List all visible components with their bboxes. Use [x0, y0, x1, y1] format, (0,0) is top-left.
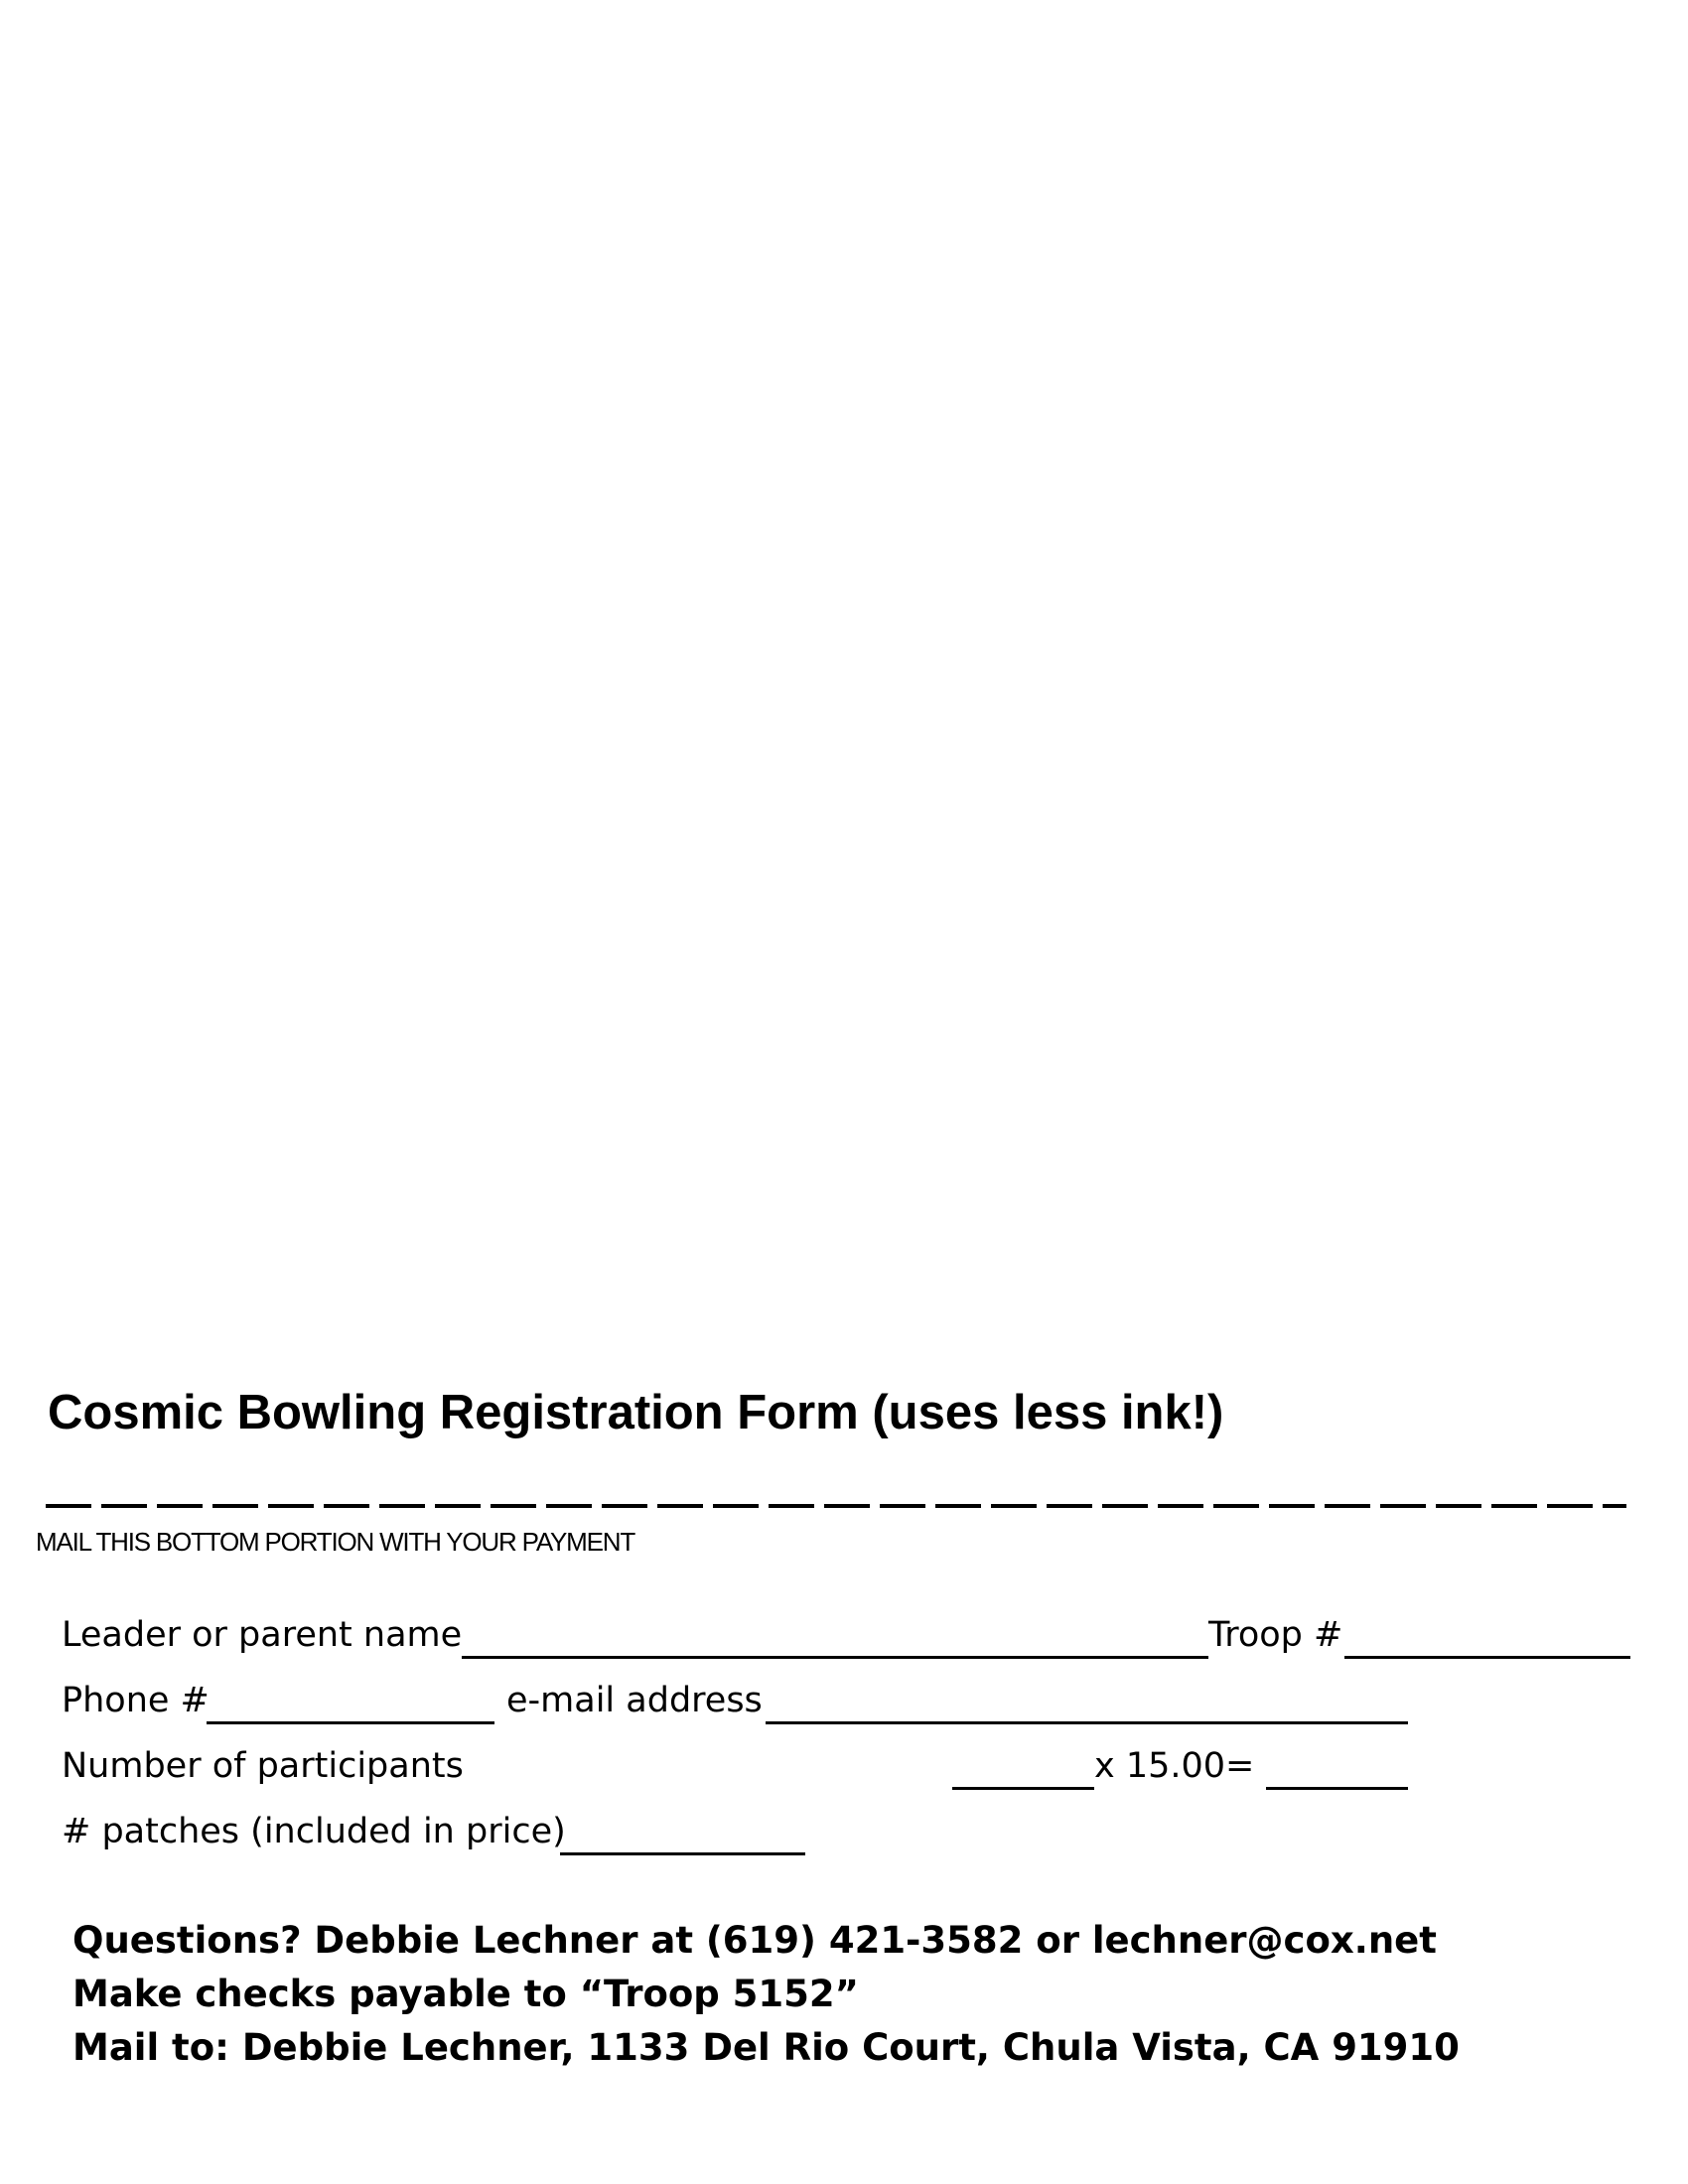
form-title: Cosmic Bowling Registration Form (uses less ink!) [48, 1386, 1224, 1439]
mailing-address: Mail to: Debbie Lechner, 1133 Del Rio Court, Chula Vista, CA 91910 [72, 2026, 1460, 2069]
total-amount-field[interactable] [1266, 1787, 1408, 1790]
participants-count-field[interactable] [952, 1787, 1094, 1790]
troop-label: Troop # [1208, 1615, 1343, 1655]
participants-row [62, 1746, 1650, 1796]
phone-label: Phone # [62, 1681, 210, 1720]
participants-label: Number of participants [62, 1746, 464, 1786]
leader-troop-row [62, 1615, 1650, 1665]
cut-line-divider [46, 1504, 1626, 1508]
patches-row [62, 1812, 1650, 1861]
price-multiplier-label: x 15.00= [1094, 1746, 1255, 1786]
phone-field[interactable] [207, 1721, 494, 1724]
mail-instruction: MAIL THIS BOTTOM PORTION WITH YOUR PAYMENT [36, 1527, 635, 1557]
patches-field[interactable] [560, 1852, 805, 1855]
checks-payable: Make checks payable to “Troop 5152” [72, 1973, 859, 2015]
contact-info [72, 1914, 1460, 2075]
questions-contact: Questions? Debbie Lechner at (619) 421-3582 or lechner@cox.net [72, 1919, 1437, 1962]
patches-label: # patches (included in price) [62, 1812, 566, 1851]
email-label: e-mail address [506, 1681, 763, 1720]
leader-name-field[interactable] [462, 1656, 1208, 1659]
troop-field[interactable] [1344, 1656, 1630, 1659]
email-field[interactable] [766, 1721, 1408, 1724]
phone-email-row [62, 1681, 1650, 1730]
leader-name-label: Leader or parent name [62, 1615, 463, 1655]
